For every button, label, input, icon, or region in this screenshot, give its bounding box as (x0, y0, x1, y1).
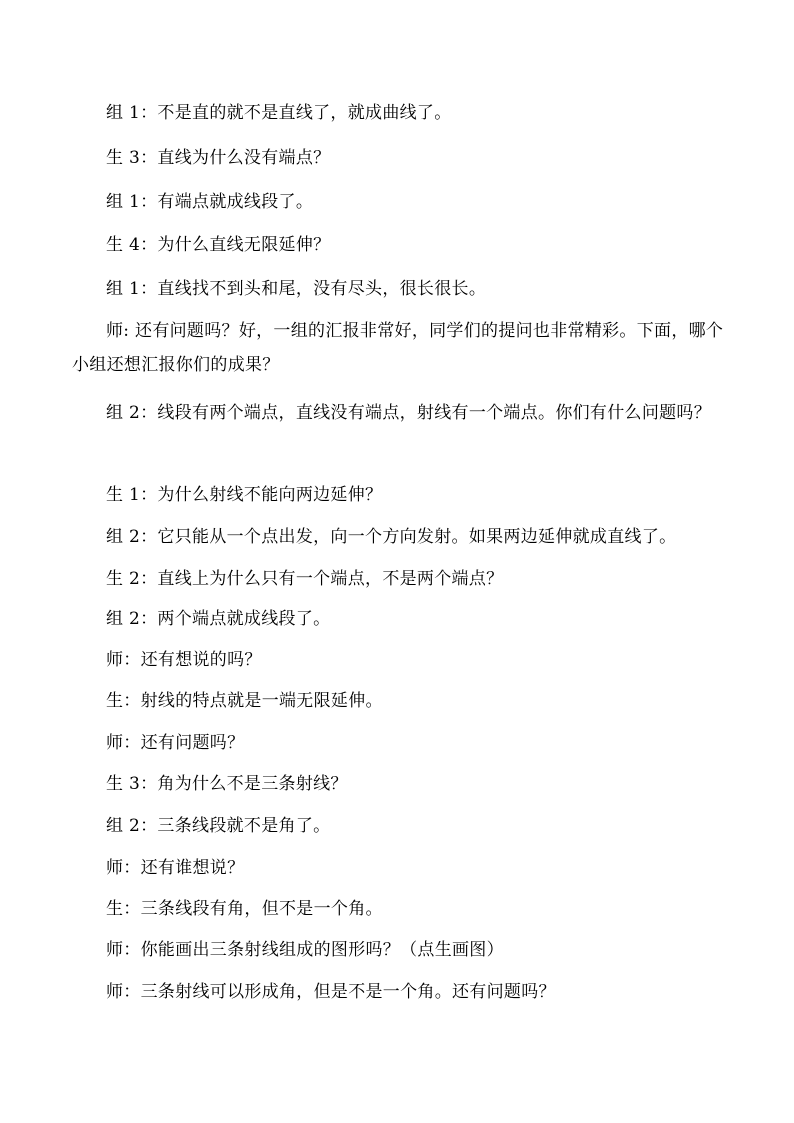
paragraph: 生 3：角为什么不是三条射线？ (106, 774, 348, 794)
paragraph: 组 1：不是直的就不是直线了，就成曲线了。 (106, 103, 452, 123)
paragraph: 生 2：直线上为什么只有一个端点，不是两个端点？ (106, 569, 504, 589)
paragraph: 生：射线的特点就是一端无限延伸。 (106, 691, 383, 711)
paragraph: 师：你能画出三条射线组成的图形吗？（点生画图） (106, 940, 504, 960)
paragraph: 组 1：有端点就成线段了。 (106, 192, 314, 212)
paragraph: 生：三条线段有角，但不是一个角。 (106, 899, 383, 919)
paragraph: 师：还有谁想说？ (106, 858, 245, 878)
paragraph: 师：还有想说的吗？ (106, 650, 262, 670)
paragraph: 组 2：线段有两个端点，直线没有端点，射线有一个端点。你们有什么问题吗？ (106, 403, 712, 423)
paragraph: 生 4：为什么直线无限延伸？ (106, 235, 331, 255)
paragraph: 组 2：它只能从一个点出发，向一个方向发射。如果两边延伸就成直线了。 (106, 527, 677, 547)
paragraph: 生 1：为什么射线不能向两边延伸？ (106, 485, 383, 505)
paragraph: 组 2：两个端点就成线段了。 (106, 609, 331, 629)
paragraph: 组 1：直线找不到头和尾，没有尽头，很长很长。 (106, 279, 487, 299)
paragraph: 师：三条射线可以形成角，但是不是一个角。还有问题吗？ (106, 982, 556, 1002)
paragraph: 生 3：直线为什么没有端点？ (106, 148, 331, 168)
paragraph: 师：还有问题吗？ (106, 733, 245, 753)
paragraph: 组 2：三条线段就不是角了。 (106, 816, 331, 836)
paragraph: 师: 还有问题吗？好，一组的汇报非常好，同学们的提问也非常精彩。下面，哪个小组还想汇报你们的成果？ (72, 321, 724, 375)
